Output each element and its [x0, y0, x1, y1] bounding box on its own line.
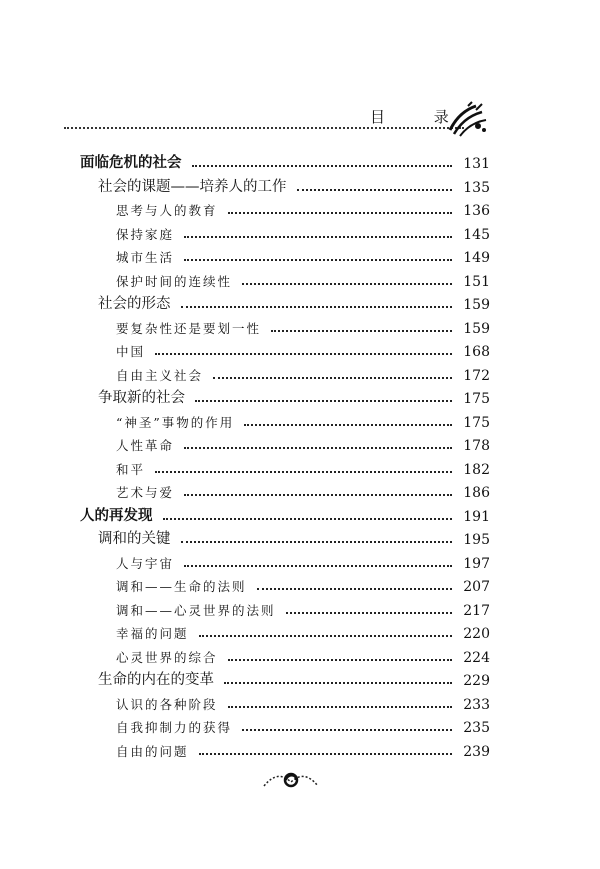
- toc-entry-page: 135: [463, 179, 490, 196]
- toc-entry: [116, 362, 490, 384]
- toc-entry: [116, 714, 490, 736]
- toc-entry: [116, 432, 490, 454]
- toc-dot-leader: [257, 588, 452, 590]
- toc-dot-leader: [184, 565, 452, 567]
- toc-dot-leader: [184, 494, 452, 496]
- toc-entry-page: 175: [463, 391, 490, 407]
- toc-entry: [116, 409, 490, 431]
- header-dotted-rule: [64, 127, 464, 129]
- toc-entry-title: 思考与人的教育: [116, 203, 218, 218]
- toc-entry: [116, 597, 490, 619]
- toc-dot-leader: [228, 659, 452, 661]
- toc-entry: [116, 738, 490, 760]
- toc-dot-leader: [242, 729, 452, 731]
- toc-entry-title: 调和——心灵世界的法则: [116, 602, 276, 618]
- toc-entry-title: 争取新的社会: [98, 390, 185, 406]
- toc-entry: [116, 620, 490, 642]
- toc-entry-title: 和平: [116, 461, 146, 477]
- toc-entry-page: 151: [463, 273, 490, 290]
- toc-entry-title: 调和——生命的法则: [116, 579, 247, 594]
- toc-dot-leader: [181, 306, 453, 308]
- toc-entry-title: 人性革命: [116, 438, 175, 453]
- toc-entry-title: 社会的形态: [98, 296, 171, 312]
- toc-entry: [80, 150, 490, 172]
- toc-dot-leader: [163, 518, 453, 520]
- toc-entry-page: 229: [463, 673, 490, 689]
- toc-entry-page: 186: [463, 485, 490, 501]
- toc-dot-leader: [199, 753, 452, 755]
- toc-entry-page: 175: [463, 414, 490, 431]
- toc-entry-page: 224: [463, 649, 490, 666]
- toc-dot-leader: [192, 165, 453, 167]
- toc-entry: [116, 550, 490, 572]
- toc-dot-leader: [286, 612, 452, 614]
- toc-entry-title: “神圣”事物的作用: [116, 414, 235, 430]
- toc-entry-page: 207: [463, 579, 490, 595]
- toc-entry-page: 195: [463, 532, 490, 548]
- toc-entry-page: 217: [463, 602, 490, 619]
- toc-entry-page: 159: [463, 297, 490, 313]
- toc-entry: [116, 644, 490, 666]
- toc-entry: [116, 338, 490, 360]
- toc-entry: [116, 197, 490, 219]
- toc-entry-title: 城市生活: [116, 250, 175, 265]
- toc-entry-page: 182: [463, 461, 490, 478]
- toc-entry-title: 认识的各种阶段: [116, 696, 218, 712]
- toc-entry-page: 197: [463, 555, 490, 572]
- footer-ornament-icon: [262, 768, 320, 790]
- toc-dot-leader: [155, 471, 452, 473]
- toc-entry-page: 131: [463, 156, 490, 172]
- toc-entry: [116, 573, 490, 595]
- toc-entry: [80, 503, 490, 525]
- toc-entry-page: 149: [463, 250, 490, 266]
- toc-entry: [116, 479, 490, 501]
- toc-entry: [116, 221, 490, 243]
- toc-entry: [98, 174, 490, 196]
- toc-entry: [116, 456, 490, 478]
- toc-dot-leader: [195, 400, 452, 402]
- toc-entry-page: 239: [463, 743, 490, 760]
- toc-dot-leader: [213, 377, 452, 379]
- toc-entry-page: 178: [463, 438, 490, 454]
- toc-entry-page: 220: [463, 626, 490, 642]
- toc-entry-page: 168: [463, 344, 490, 360]
- toc-entry-title: 调和的关键: [98, 531, 171, 547]
- toc-dot-leader: [224, 682, 452, 684]
- page-header: [64, 104, 534, 132]
- toc-entry: [116, 244, 490, 266]
- toc-entry-title: 人与宇宙: [116, 555, 175, 571]
- toc-entry-title: 保护时间的连续性: [116, 273, 233, 289]
- toc-entry-page: 145: [463, 226, 490, 243]
- toc-entry: [116, 268, 490, 290]
- toc-entry: [116, 315, 490, 337]
- toc-entry: [98, 667, 490, 689]
- toc-entry: [98, 385, 490, 407]
- toc-dot-leader: [297, 189, 453, 191]
- toc-dot-leader: [242, 283, 452, 285]
- toc-entry-title: 自由主义社会: [116, 367, 204, 383]
- toc-dot-leader: [244, 424, 452, 426]
- toc-entry-page: 191: [463, 508, 490, 525]
- toc-dot-leader: [181, 541, 453, 543]
- toc-entry-title: 面临危机的社会: [80, 155, 182, 171]
- toc-entry-title: 艺术与爱: [116, 485, 175, 500]
- toc-entry-page: 172: [463, 367, 490, 384]
- toc-entry-title: 要复杂性还是要划一性: [116, 320, 262, 336]
- toc-entry: [98, 526, 490, 548]
- toc-entry-title: 中国: [116, 344, 146, 359]
- toc-dot-leader: [228, 706, 452, 708]
- toc-entry-title: 生命的内在的变革: [98, 672, 214, 688]
- toc-entry-title: 社会的课题——培养人的工作: [98, 178, 287, 195]
- toc-dot-leader: [184, 236, 452, 238]
- toc-entry-page: 233: [463, 696, 490, 713]
- toc-dot-leader: [271, 330, 452, 332]
- toc-dot-leader: [155, 353, 452, 355]
- toc-entry-title: 心灵世界的综合: [116, 649, 218, 665]
- toc-dot-leader: [199, 635, 452, 637]
- toc-entry-title: 人的再发现: [80, 507, 153, 524]
- page-title: 目 录: [370, 108, 471, 126]
- toc-entry: [98, 291, 490, 313]
- toc-entry-page: 235: [463, 720, 490, 736]
- toc-entry-title: 幸福的问题: [116, 626, 189, 641]
- corner-ornament-icon: [446, 100, 490, 140]
- toc-dot-leader: [228, 212, 452, 214]
- toc-dot-leader: [184, 259, 452, 261]
- toc-entry-title: 自我抑制力的获得: [116, 720, 233, 735]
- toc-entry-title: 自由的问题: [116, 743, 189, 759]
- toc-entry: [116, 691, 490, 713]
- toc-entry-page: 136: [463, 203, 490, 219]
- toc-entry-page: 159: [463, 320, 490, 337]
- toc-dot-leader: [184, 447, 452, 449]
- toc-entry-title: 保持家庭: [116, 226, 175, 242]
